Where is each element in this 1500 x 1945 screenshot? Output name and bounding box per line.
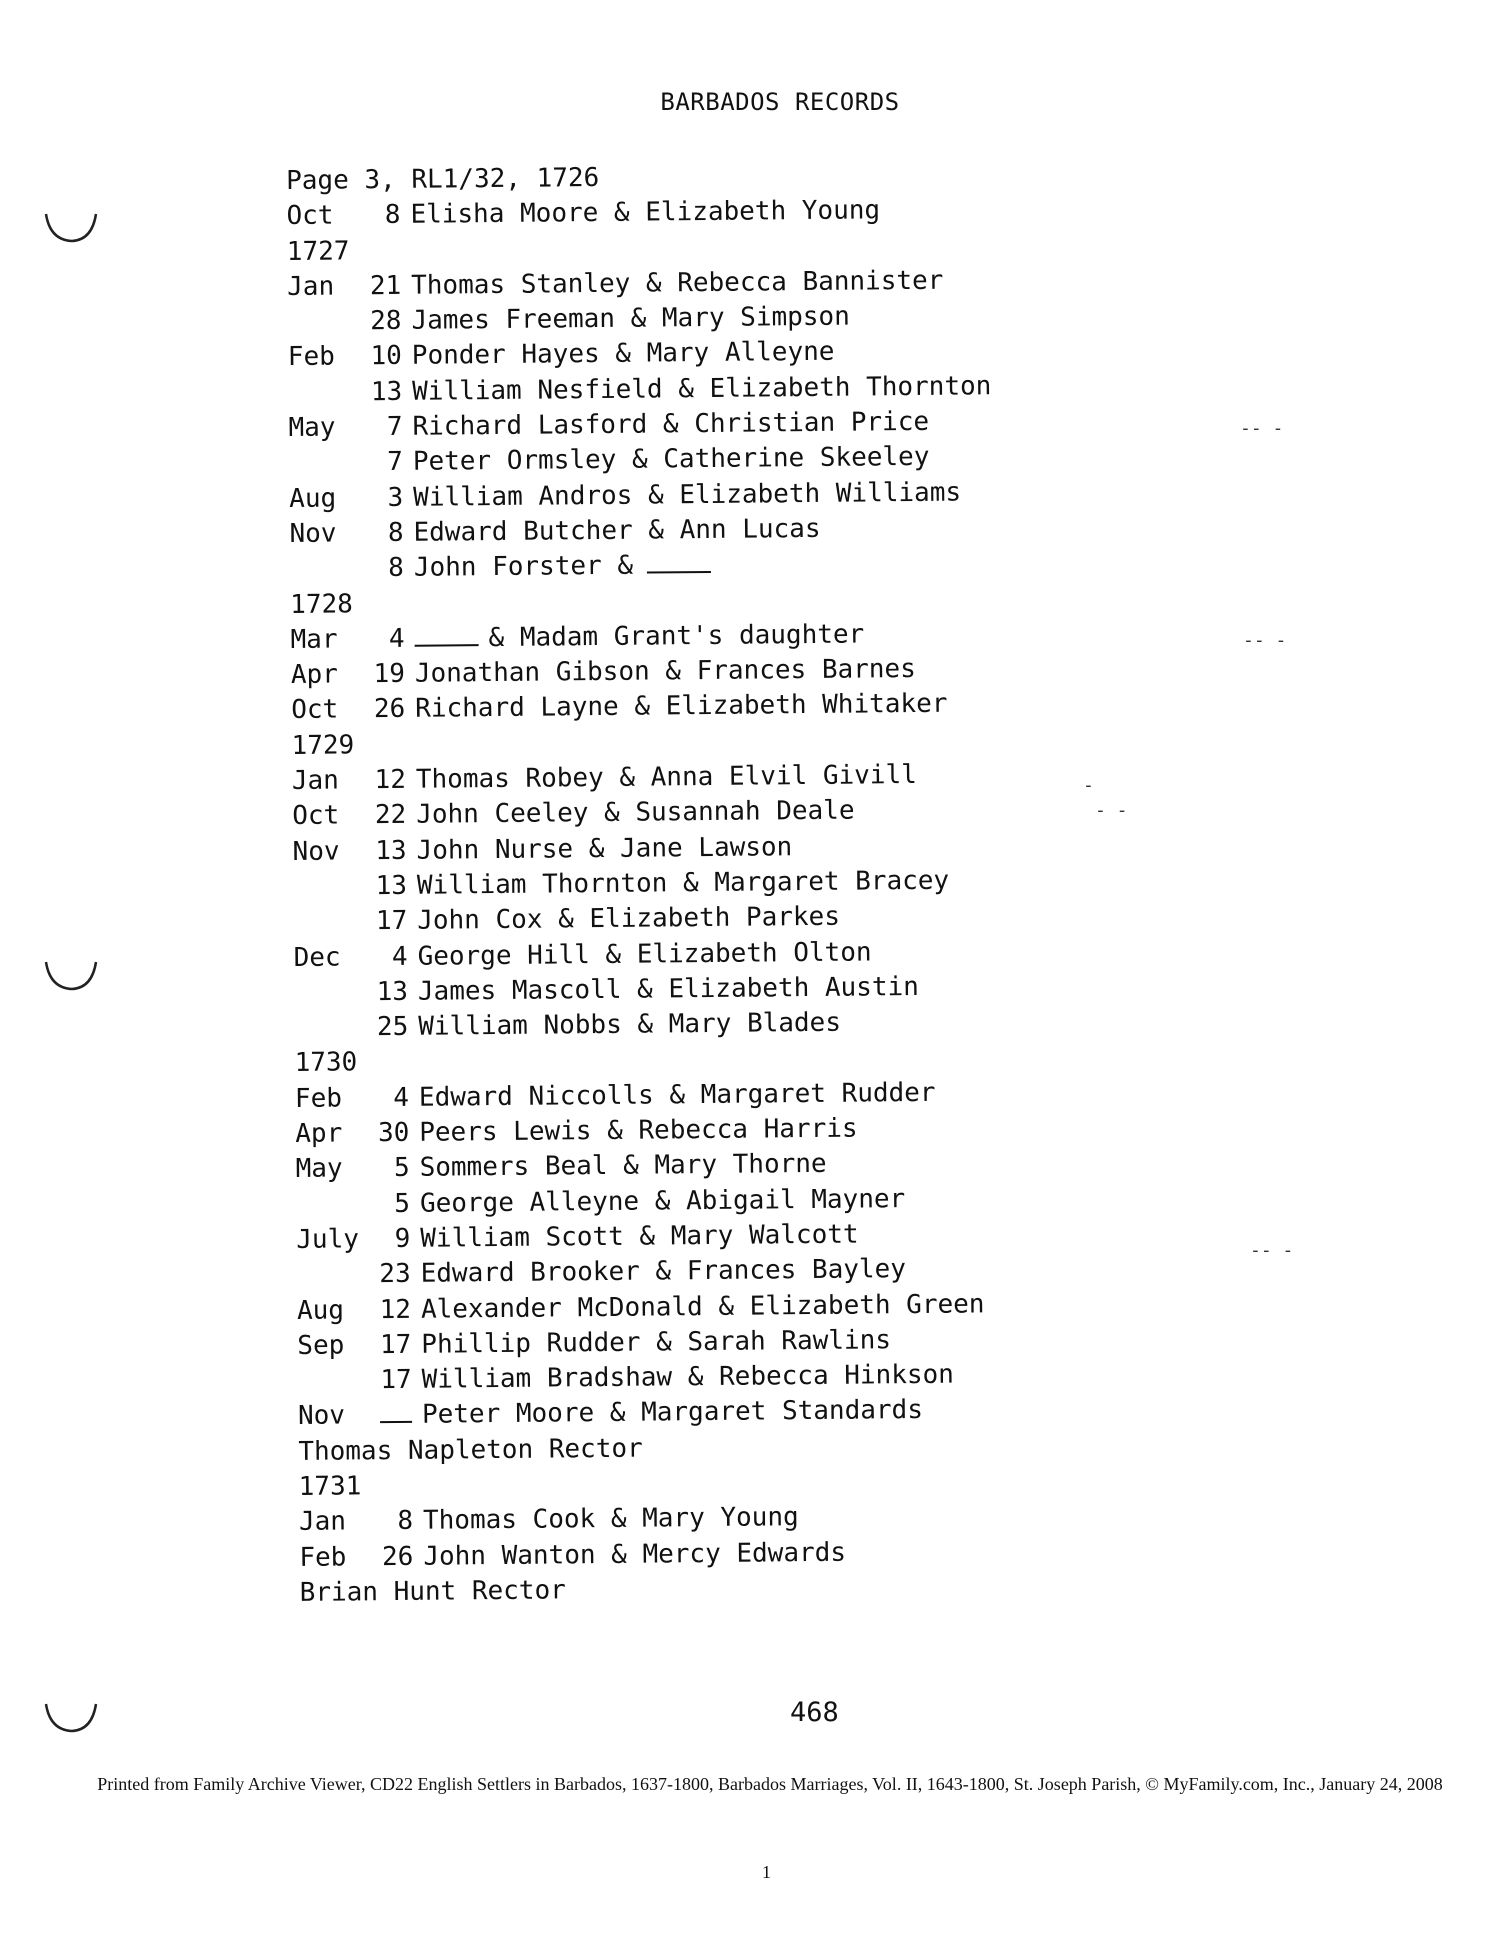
entry-names: James Mascoll & Elizabeth Austin — [417, 971, 919, 1007]
entry-names: Thomas Robey & Anna Elvil Givill — [415, 760, 917, 795]
entry-day: 4 — [393, 1082, 410, 1113]
entry-names: William Bradshaw & Rebecca Hinkson — [421, 1359, 955, 1395]
entry-day: 7 — [386, 411, 403, 443]
entry-day: 30 — [377, 1117, 410, 1149]
entry-names: George Alleyne & Abigail Mayner — [419, 1183, 906, 1219]
entry-day: 21 — [369, 270, 402, 302]
entry-month: Feb — [299, 1542, 347, 1573]
entry-names: Phillip Rudder & Sarah Rawlins — [421, 1325, 892, 1360]
entry-day: 5 — [393, 1153, 410, 1184]
entry-month: Oct — [292, 800, 340, 832]
entry-names: Richard Lasford & Christian Price — [412, 406, 930, 442]
entry-month — [290, 577, 356, 578]
entry-names: William Scott & Mary Walcott — [420, 1219, 859, 1254]
entry-day: 7 — [387, 447, 404, 478]
entry-month — [293, 930, 359, 931]
entry-names: Edward Niccolls & Margaret Rudder — [418, 1077, 936, 1113]
entry-month: Oct — [286, 200, 334, 232]
entry-month — [288, 400, 354, 401]
entry-month: May — [288, 412, 336, 444]
entry-month — [296, 1212, 362, 1213]
heading-text: 1729 — [291, 730, 355, 761]
entry-day: 4 — [391, 941, 408, 972]
heading-text: 1731 — [298, 1471, 362, 1502]
entry-month — [297, 1283, 363, 1284]
margin-mark: -- - — [1240, 418, 1284, 439]
entry-names: William Thornton & Margaret Bracey — [416, 865, 950, 901]
heading-text: Brian Hunt Rector — [299, 1575, 566, 1608]
entry-names: Ponder Hayes & Mary Alleyne — [411, 337, 835, 372]
entry-day: 8 — [387, 517, 404, 549]
entry-month: Aug — [296, 1294, 345, 1326]
entry-day: 17 — [375, 906, 408, 937]
entry-day: 25 — [376, 1011, 409, 1043]
entry-names: John Forster & — [413, 550, 634, 584]
sheet-number: 1 — [762, 1862, 771, 1882]
binder-hole-icon — [42, 1700, 100, 1740]
entry-day: 22 — [374, 800, 407, 831]
blank-day-line — [380, 1399, 412, 1423]
entry-names: James Freeman & Mary Simpson — [411, 301, 850, 336]
entry-names: Edward Brooker & Frances Bayley — [420, 1254, 907, 1289]
blank-name-line — [647, 549, 711, 574]
entry-month: Nov — [297, 1400, 346, 1432]
entry-month: Dec — [293, 942, 341, 973]
entry-month: Apr — [295, 1118, 343, 1149]
entry-names: & Madam Grant's daughter — [488, 619, 865, 653]
entry-names: Thomas Cook & Mary Young — [422, 1502, 799, 1537]
entry-day: 13 — [370, 376, 403, 407]
entry-names: William Nobbs & Mary Blades — [418, 1007, 842, 1042]
entry-names: Peers Lewis & Rebecca Harris — [419, 1113, 858, 1148]
entry-names: Elisha Moore & Elizabeth Young — [410, 195, 881, 231]
entry-day: 26 — [373, 694, 406, 725]
entry-day: 12 — [374, 764, 407, 796]
entry-day — [364, 1398, 412, 1434]
heading-text: Page 3, RL1/32, 1726 — [286, 162, 600, 196]
heading-text: Thomas Napleton Rector — [298, 1433, 643, 1467]
entry-month: Oct — [291, 694, 339, 726]
entry-names: Alexander McDonald & Elizabeth Green — [420, 1288, 985, 1325]
entry-month: Jan — [287, 271, 335, 302]
margin-mark: -- - — [1250, 1240, 1294, 1261]
binder-hole-icon — [42, 958, 100, 998]
entry-day: 8 — [388, 553, 405, 584]
entry-day: 13 — [375, 870, 408, 902]
page-title: BARBADOS RECORDS — [660, 88, 900, 116]
entry-day: 9 — [394, 1223, 411, 1254]
entry-day: 17 — [379, 1329, 412, 1360]
margin-mark: -- - — [1243, 630, 1287, 651]
footer-citation: Printed from Family Archive Viewer, CD22 English Settlers in Barbados, 1637-1800, Barbados Marriages, Vol. II, 1643-1800, St. Joseph Parish, © MyFamily.com, Inc., January 24, 2008 — [97, 1774, 1443, 1794]
entry-names: William Andros & Elizabeth Williams — [413, 477, 962, 513]
margin-mark: - — [1083, 775, 1094, 796]
entry-day: 28 — [370, 306, 402, 337]
entry-month: Sep — [297, 1330, 345, 1361]
entry-month — [288, 330, 354, 331]
entry-day: 13 — [375, 835, 407, 866]
entry-names: John Ceeley & Susannah Deale — [416, 795, 855, 831]
entry-day: 5 — [394, 1188, 411, 1219]
heading-text: 1727 — [286, 235, 350, 267]
entry-month — [293, 894, 359, 895]
entry-month: Mar — [290, 624, 338, 655]
entry-names: Edward Butcher & Ann Lucas — [413, 513, 821, 548]
entry-month: Apr — [290, 659, 339, 691]
entry-names: William Nesfield & Elizabeth Thornton — [412, 371, 992, 407]
entry-month: Feb — [287, 342, 335, 373]
entry-day: 13 — [376, 976, 409, 1007]
entry-names: Sommers Beal & Mary Thorne — [419, 1149, 827, 1184]
entry-month: Jan — [298, 1506, 347, 1538]
entry-month — [294, 1035, 360, 1036]
blank-name-line — [414, 622, 478, 647]
margin-mark: - - — [1095, 800, 1128, 821]
entry-day: 8 — [397, 1506, 414, 1537]
binder-hole-icon — [42, 210, 100, 250]
entry-month: Nov — [289, 518, 337, 549]
entry-day: 17 — [380, 1364, 412, 1396]
entry-day: 4 — [388, 623, 405, 654]
entry-day: 12 — [379, 1294, 412, 1325]
entry-names: Jonathan Gibson & Frances Barnes — [414, 654, 916, 689]
entry-names: Peter Ormsley & Catherine Skeeley — [412, 442, 930, 478]
entry-names: John Nurse & Jane Lawson — [416, 831, 793, 866]
entry-names: Richard Layne & Elizabeth Whitaker — [415, 689, 948, 725]
entry-day: 10 — [370, 341, 402, 372]
entry-names: Thomas Stanley & Rebecca Bannister — [411, 265, 944, 301]
entry-names: George Hill & Elizabeth Olton — [417, 936, 872, 972]
entry-month: Jan — [291, 765, 340, 797]
entry-month: July — [296, 1224, 360, 1255]
heading-text: 1730 — [294, 1047, 358, 1079]
entry-month — [289, 471, 355, 472]
entry-month: May — [295, 1153, 343, 1185]
entry-month: Feb — [294, 1083, 343, 1114]
marriage-records — [286, 154, 1300, 1611]
entry-day: 19 — [373, 659, 406, 690]
page-number: 468 — [790, 1697, 839, 1728]
entry-names: Peter Moore & Margaret Standards — [421, 1395, 924, 1431]
entry-month — [298, 1388, 364, 1389]
entry-month: Aug — [289, 483, 337, 514]
entry-day: 8 — [384, 200, 401, 231]
heading-text: 1728 — [290, 588, 353, 620]
entry-names: John Cox & Elizabeth Parkes — [417, 901, 841, 937]
entry-names: John Wanton & Mercy Edwards — [423, 1537, 847, 1572]
entry-day: 23 — [379, 1259, 411, 1290]
entry-month — [294, 1000, 360, 1001]
entry-day: 3 — [387, 482, 404, 513]
entry-day: 26 — [381, 1541, 414, 1572]
entry-month: Nov — [292, 836, 340, 867]
